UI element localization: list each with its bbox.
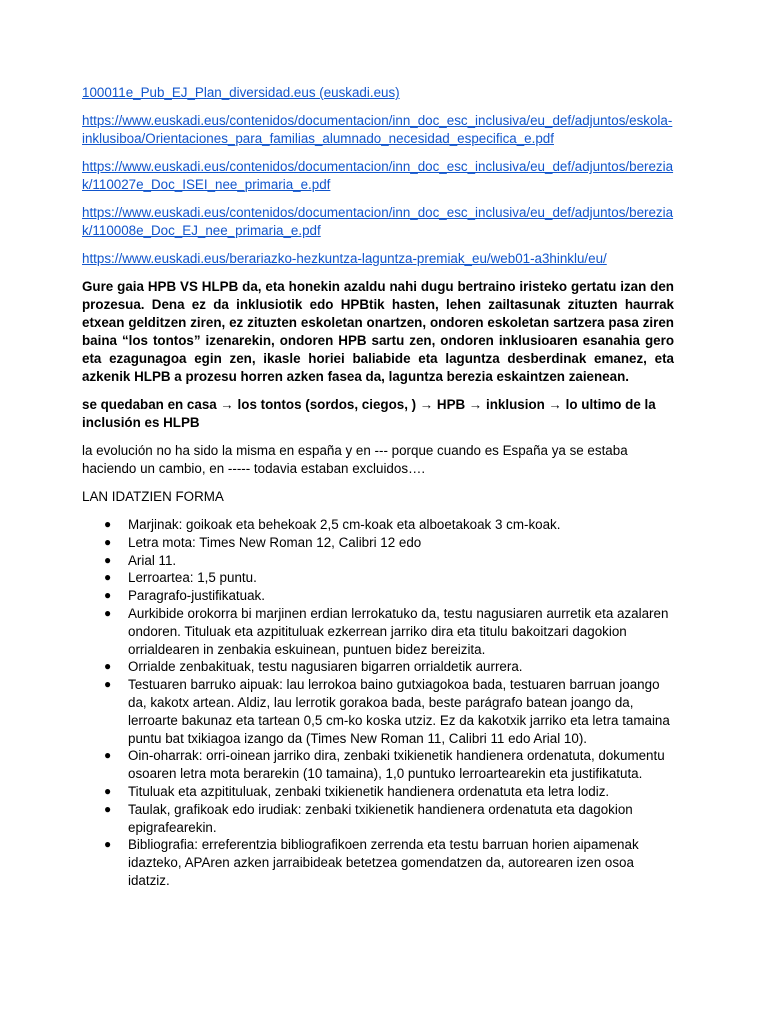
list-item <box>82 534 674 552</box>
list-item <box>82 801 674 837</box>
evolution-paragraph: la evolución no ha sido la misma en españa y en --- porque cuando es España ya se estaba haciendo un cambio, en ----- todavia estaban excluidos…. <box>82 443 628 476</box>
reference-link-1-block <box>82 84 674 102</box>
reference-link-3-block <box>82 158 674 194</box>
list-item <box>82 836 674 889</box>
intro-paragraph: Gure gaia HPB VS HLPB da, eta honekin azaldu nahi dugu bertraino iristeko gertatu izan den prozesua. Dena ez da inklusiotik edo HPBtik hasten, lehen zailtasunak zituzten haurrak etxean gelditzen ziren, ez zituzten eskoletan onartzen, ondoren eskoletan sartzera pasa ziren baina “los tontos” izenarekin, ondoren HPB sartu zen, ondoren inklusioaren esanahia gero eta ezagunagoa egin zen, ikasle horiei baliabide eta laguntza desberdinak emanez, eta azkenik HLPB a prozesu horren azken fasea da, laguntza berezia eskaintzen zaienean. <box>82 279 674 384</box>
reference-link-5-block <box>82 250 674 268</box>
list-item-text: Testuaren barruko aipuak: lau lerrokoa baino gutxiagokoa bada, testuaren barruan joango da, kakotx artean. Aldiz, lau lerrotik gorakoa bada, beste parágrafo batean joango da, lerroarte bakunaz eta tartean 0,5 cm-ko koska utziz. Ez da kakotxik jarriko eta letra tamaina puntu bat txikiagoa izango da (Times New Roman 11, Calibri 11 edo Arial 10). <box>128 677 670 746</box>
list-item-text: Paragrafo-justifikatuak. <box>128 588 265 604</box>
bullet-dot-icon: ● <box>104 748 112 763</box>
reference-link-5[interactable]: https://www.euskadi.eus/berariazko-hezkuntza-laguntza-premiak_eu/web01-a3hinklu/eu/ <box>82 251 607 266</box>
reference-link-1[interactable]: 100011e_Pub_EJ_Plan_diversidad.eus (euskadi.eus) <box>82 85 400 100</box>
reference-link-3[interactable]: https://www.euskadi.eus/contenidos/documentacion/inn_doc_esc_inclusiva/eu_def/adjuntos/bereziak/110027e_Doc_ISEI_nee_primaria_e.pdf <box>82 159 674 192</box>
list-item <box>82 552 674 570</box>
list-item <box>82 569 674 587</box>
list-item-text: Oin-oharrak: orri-oinean jarriko dira, zenbaki txikienetik handienera ordenatuta, dokumentu osoaren letra mota berarekin (10 tamaina), 1,0 puntuko lerroartearekin eta justifikatuta. <box>128 748 665 782</box>
list-item-text: Lerroartea: 1,5 puntu. <box>128 570 257 586</box>
list-item <box>82 747 674 783</box>
list-item-text: Marjinak: goikoak eta behekoak 2,5 cm-koak eta alboetakoak 3 cm-koak. <box>128 517 561 532</box>
list-item-text: Orrialde zenbakituak, testu nagusiaren bigarren orrialdetik aurrera. <box>128 659 523 675</box>
document-page <box>82 84 674 890</box>
list-item-text: Letra mota: Times New Roman 12, Calibri 12 edo <box>128 534 422 550</box>
list-item <box>82 587 674 605</box>
bullet-dot-icon: ● <box>104 659 112 674</box>
section-heading: LAN IDATZIEN FORMA <box>82 489 224 504</box>
bullet-dot-icon: ● <box>104 588 112 603</box>
bullet-dot-icon: ● <box>104 605 112 620</box>
list-item-text: Bibliografia: erreferentzia bibliografikoen zerrenda eta testu barruan horien aipamenak idazteko, APAren azken jarraibideak betetzea gomendatzen da, autorearen izen osoa idatziz. <box>128 837 639 888</box>
reference-link-4-block <box>82 204 674 240</box>
list-item-text: Tituluak eta azpitituluak, zenbaki txikienetik handienera ordenatuta eta letra lodiz. <box>128 783 610 799</box>
bullet-dot-icon: ● <box>104 837 112 852</box>
list-item <box>82 658 674 676</box>
summary-paragraph: se quedaban en casa → los tontos (sordos, ciegos, ) → HPB → inklusion → lo ultimo de la inclusión es HLPB <box>82 397 656 430</box>
list-item-text: Arial 11. <box>128 552 177 568</box>
bullet-dot-icon: ● <box>104 517 112 531</box>
bullet-dot-icon: ● <box>104 570 112 585</box>
reference-link-2-block <box>82 112 674 148</box>
list-item <box>82 605 674 658</box>
format-rules-list <box>82 516 674 890</box>
list-item <box>82 783 674 801</box>
bullet-dot-icon: ● <box>104 801 112 816</box>
list-item <box>82 676 674 747</box>
bullet-dot-icon: ● <box>104 677 112 692</box>
reference-link-4[interactable]: https://www.euskadi.eus/contenidos/documentacion/inn_doc_esc_inclusiva/eu_def/adjuntos/bereziak/110008e_Doc_EJ_nee_primaria_e.pdf <box>82 205 674 238</box>
list-item <box>82 516 674 534</box>
list-item-text: Aurkibide orokorra bi marjinen erdian lerrokatuko da, testu nagusiaren aurretik eta azalaren ondoren. Tituluak eta azpitituluak ezkerrean jarriko dira eta titulu bakoitzari dagokion orrialdearen in zenbakia eskuinean, puntuen bidez bereizita. <box>128 605 669 657</box>
bullet-dot-icon: ● <box>104 534 112 549</box>
bullet-dot-icon: ● <box>104 783 112 798</box>
reference-link-2[interactable]: https://www.euskadi.eus/contenidos/documentacion/inn_doc_esc_inclusiva/eu_def/adjuntos/eskola-inklusiboa/Orientaciones_para_familias_alumnado_necesidad_especifica_e.pdf <box>82 113 673 146</box>
bullet-dot-icon: ● <box>104 552 112 567</box>
list-item-text: Taulak, grafikoak edo irudiak: zenbaki txikienetik handienera ordenatuta eta dagokion epigrafearekin. <box>128 801 633 835</box>
